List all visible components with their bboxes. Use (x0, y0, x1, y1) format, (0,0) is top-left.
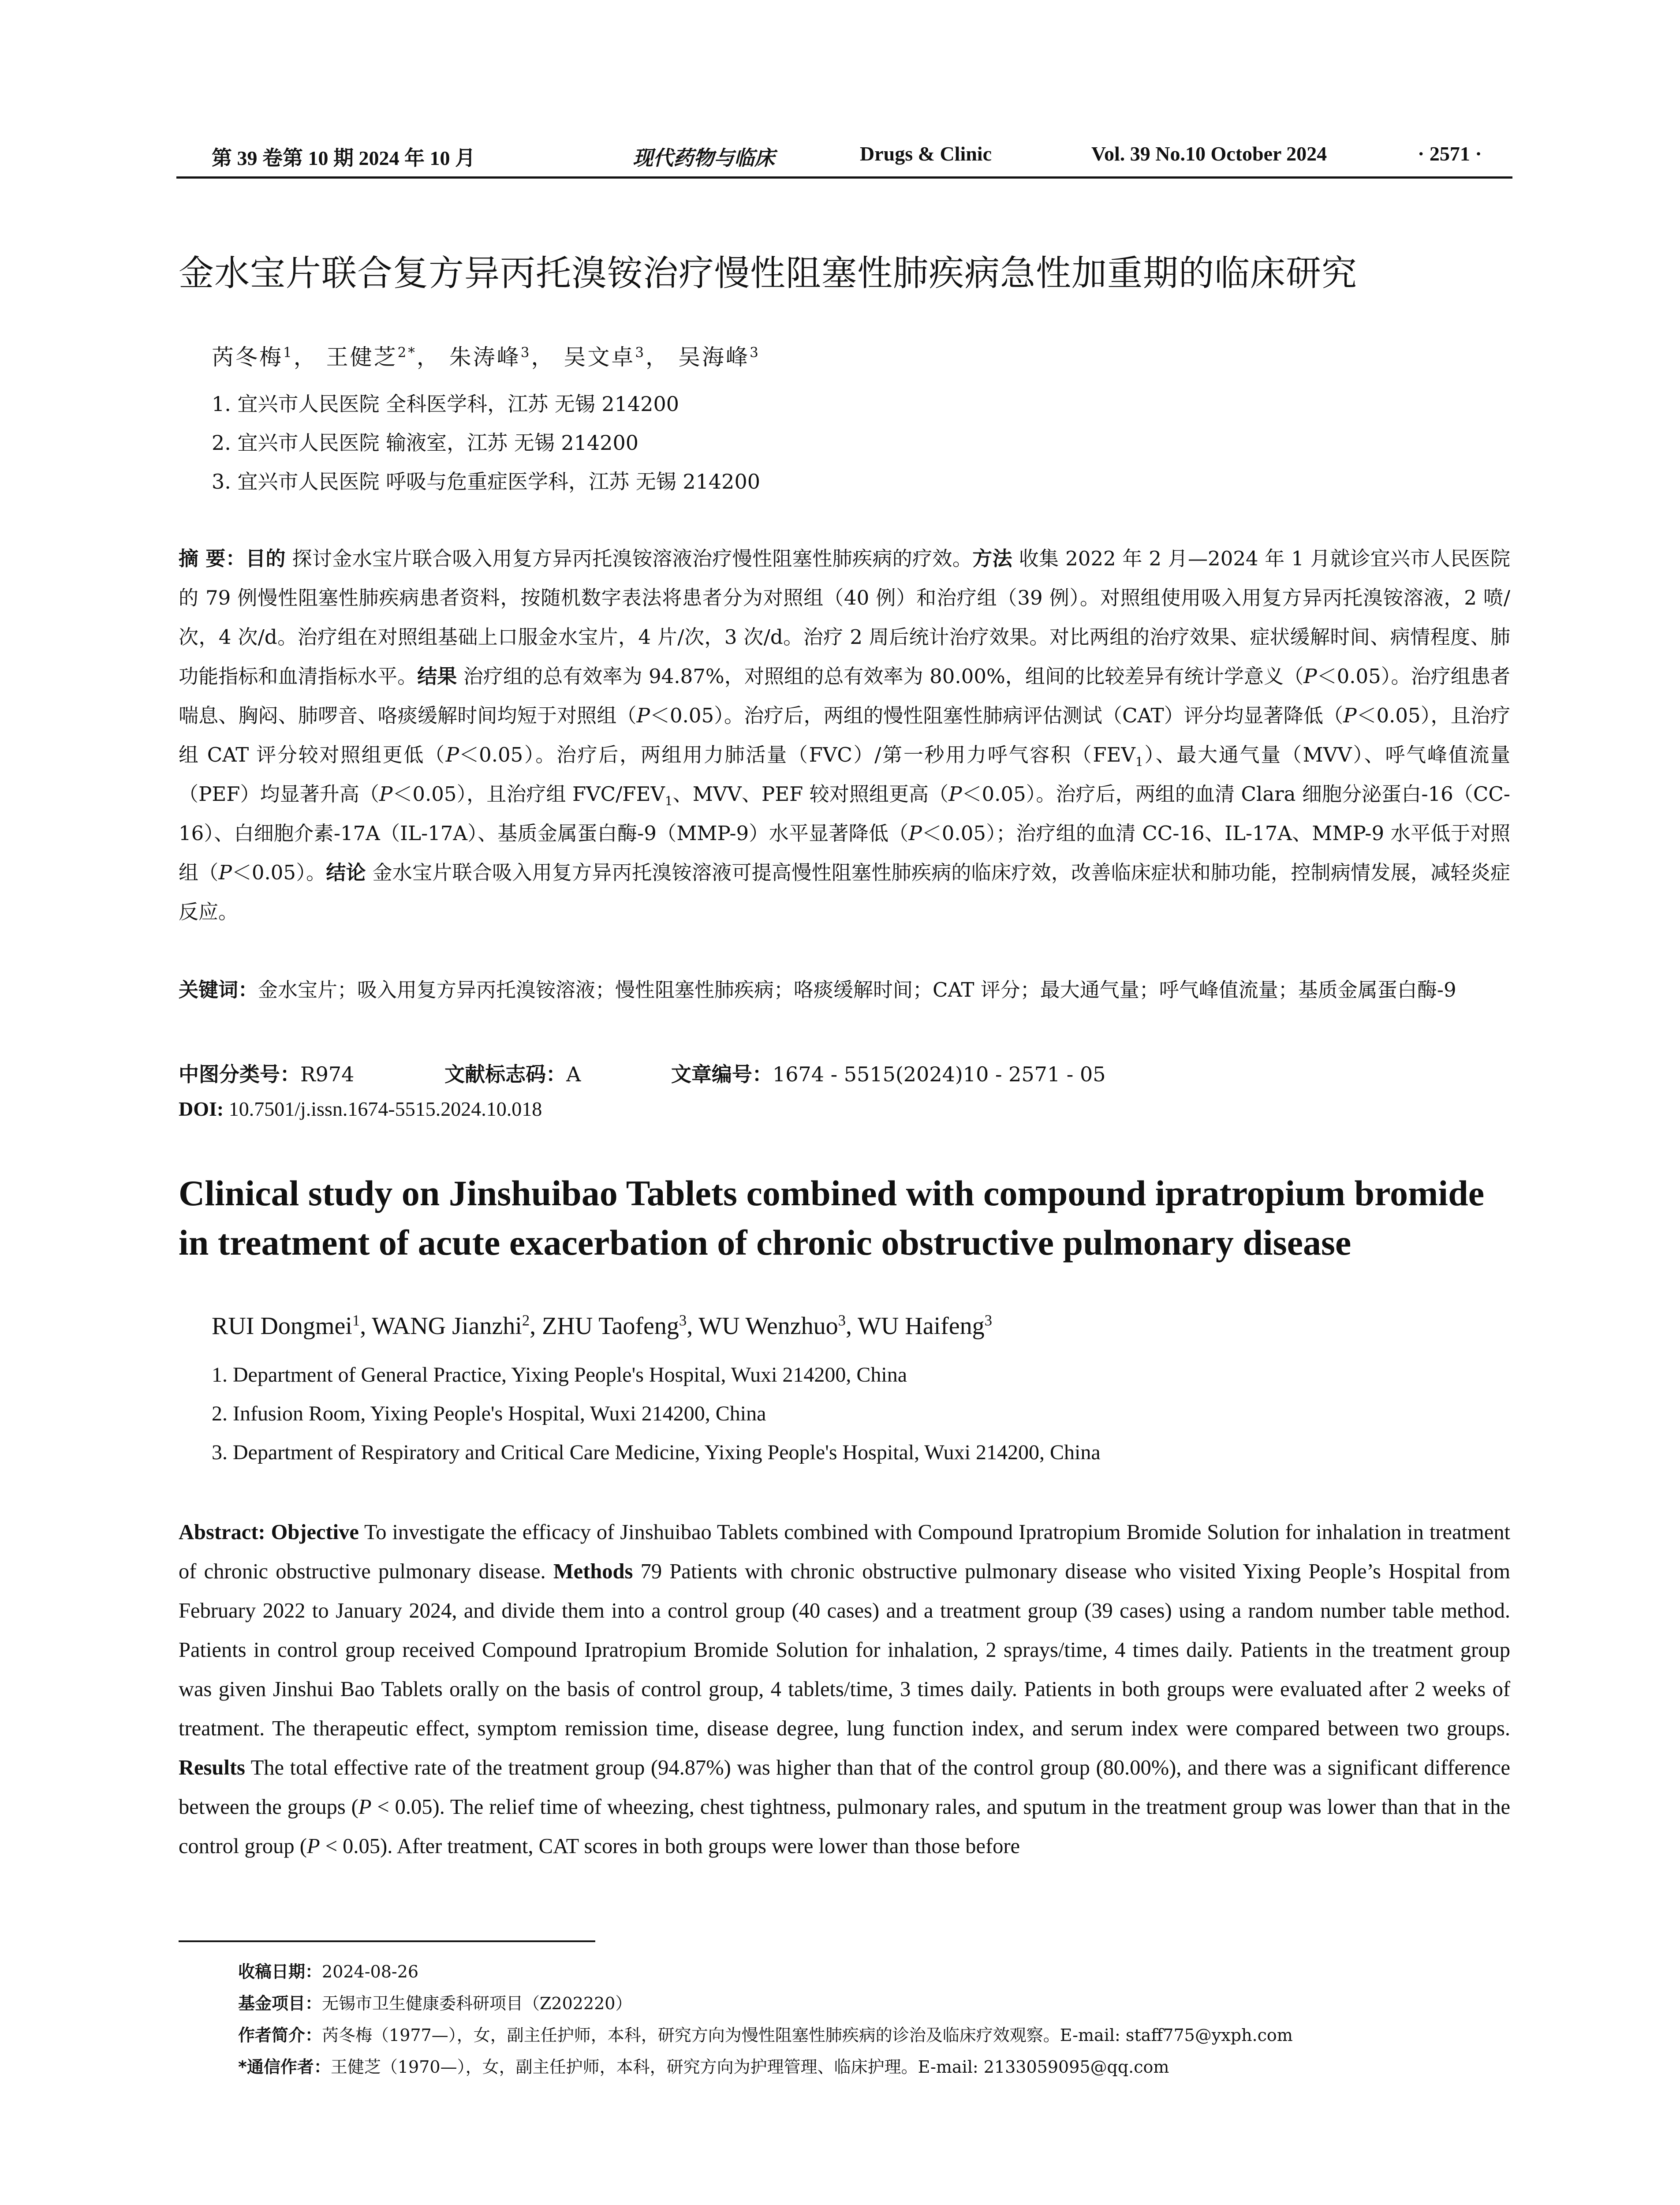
p-symbol: P (948, 782, 962, 806)
header-issue-cn: 第 39 卷第 10 期 2024 年 10 月 (212, 147, 475, 169)
author-sep: ， (416, 344, 441, 370)
p-symbol: P (1343, 704, 1357, 727)
results-text-cn: ）。治疗后，两组用力肺活量（FVC）/第一秒用力呼气容积（FEV (523, 743, 1135, 766)
author-en: WANG Jianzhi (372, 1312, 522, 1340)
objective-label-cn: 目的 (246, 547, 286, 570)
header-journal-cn: 现代药物与临床 (633, 146, 775, 170)
p-value: < 0.05 (320, 1835, 381, 1858)
p-symbol: P (306, 1835, 320, 1858)
results-text-cn: ），且治疗组 FVC/FEV (456, 782, 665, 806)
results-text-en: ). The relief time of wheezing, chest tightness, pulmonary rales, and sputum in the treatment group was lower than that in the control group ( (179, 1795, 1510, 1858)
articleno-value: 1674 - 5515(2024)10 - 2571 - 05 (772, 1062, 1106, 1086)
results-text-cn: ），且治疗组 CAT 评分较对照组更低（ (179, 704, 1510, 766)
title-en: Clinical study on Jinshuibao Tablets combined with compound ipratropium bromide in treatment of acute exacerbation of chronic obstructive pulmonary disease (179, 1173, 1485, 1263)
footnote-corresponding (238, 2053, 1169, 2078)
author-sep: , (530, 1312, 542, 1340)
author-en: ZHU Taofeng (542, 1312, 679, 1340)
affiliation-en-2: 2. Infusion Room, Yixing People's Hospital, Wuxi 214200, China (212, 1402, 766, 1425)
affiliation-cn-3: 3. 宜兴市人民医院 呼吸与危重症医学科，江苏 无锡 214200 (212, 470, 760, 493)
p-value: ＜0.05 (231, 861, 296, 884)
p-symbol: P (636, 704, 650, 727)
objective-text-cn: 探讨金水宝片联合吸入用复方异丙托溴铵溶液治疗慢性阻塞性肺疾病的疗效。 (285, 547, 973, 570)
author-sup: 2 (522, 1312, 530, 1329)
doccode-label: 文献标志码： (444, 1062, 567, 1086)
author-sup: 3 (679, 1312, 687, 1329)
received-label: 收稿日期： (238, 1962, 322, 1981)
subscript: 1 (665, 794, 673, 808)
author-sup: 3 (635, 344, 646, 361)
results-text-en: The total effective rate of the treatment group (94.87%) was higher than that of the control group (80.00%), and there was a significant difference between the groups ( (179, 1756, 1510, 1819)
fund-value: 无锡市卫生健康委科研项目（Z202220） (322, 1994, 632, 2013)
results-text-cn: ）、最大通气量（MVV）、呼气峰值流量（PEF）均显著升高（ (179, 743, 1511, 806)
author-en: WU Wenzhuo (698, 1312, 838, 1340)
corresponding-label: *通信作者： (238, 2057, 331, 2077)
author-en: RUI Dongmei (212, 1312, 352, 1340)
author-bio-value: 芮冬梅（1977—），女，副主任护师，本科，研究方向为慢性阻塞性肺疾病的诊治及临床疗效观察。E-mail: staff775@yxph.com (322, 2026, 1293, 2045)
results-text-cn: ）。 (296, 861, 326, 884)
author-sup: 3 (520, 344, 531, 361)
methods-text-cn: 收集 2022 年 2 月—2024 年 1 月就诊宜兴市人民医院的 79 例慢性阻塞性肺疾病患者资料，按随机数字表法将患者分为对照组（40 例）和治疗组（39 例）。对照组使用吸入用复方异丙托溴铵溶液，2 喷/次，4 次/d。治疗组在对照组基础上口服金水宝片，4 片/次，3 次/d。治疗 2 周后统计治疗效果。对比两组的治疗效果、症状缓解时间、病情程度、肺功能指标和血清指标水平。 (179, 547, 1510, 688)
corresponding-value: 王健芝（1970—），女，副主任护师，本科，研究方向为护理管理、临床护理。E-mail: 2133059095@qq.com (330, 2057, 1169, 2077)
abstract-en-label: Abstract: Objective (179, 1521, 359, 1544)
author-sep: ， (293, 344, 317, 370)
author-sup: 1 (283, 344, 294, 361)
results-text-cn: ）。治疗组患者喘息、胸闷、肺啰音、咯痰缓解时间均短于对照组（ (179, 665, 1510, 727)
results-text-cn: ）。治疗后，两组的血清 Clara 细胞分泌蛋白-16（CC-16）、白细胞介素-17A（IL-17A）、基质金属蛋白酶-9（MMP-9）水平显著降低（ (179, 782, 1511, 845)
abstract-en (179, 1513, 1510, 1866)
methods-label-en: Methods (553, 1560, 633, 1583)
received-value: 2024-08-26 (322, 1962, 419, 1981)
author-sep: ， (531, 344, 555, 370)
header-issue-en: Vol. 39 No.10 October 2024 (1091, 142, 1327, 165)
results-text-en: ). After treatment, CAT scores in both groups were lower than those before (380, 1835, 1020, 1858)
keywords-cn (179, 970, 1510, 1009)
p-value: ＜0.05 (392, 782, 457, 806)
p-value: ＜0.05 (922, 822, 986, 845)
author-sup: 3 (750, 344, 760, 361)
results-label-en: Results (179, 1756, 245, 1779)
classification-line (179, 1058, 1106, 1088)
p-symbol: P (358, 1795, 372, 1819)
keywords-label: 关键词： (179, 978, 258, 1002)
author-sup: 1 (352, 1312, 360, 1329)
authors-en (212, 1312, 992, 1340)
author-bio-label: 作者简介： (238, 2026, 322, 2045)
results-text-cn: ）；治疗组的血清 CC-16、IL-17A、MMP-9 水平低于对照组（ (179, 822, 1510, 884)
p-symbol: P (908, 822, 922, 845)
author-cn: 吴文卓 (564, 344, 635, 370)
clc-value: R974 (300, 1062, 355, 1086)
header-rule (176, 176, 1512, 179)
author-cn: 芮冬梅 (212, 344, 283, 370)
abstract-cn (179, 539, 1510, 931)
keywords-text: 金水宝片；吸入用复方异丙托溴铵溶液；慢性阻塞性肺疾病；咯痰缓解时间；CAT 评分；最大通气量；呼气峰值流量；基质金属蛋白酶-9 (258, 978, 1456, 1002)
doccode-value: A (566, 1062, 581, 1086)
p-value: ＜0.05 (459, 743, 523, 766)
footnote-received (238, 1958, 418, 1982)
author-cn: 朱涛峰 (449, 344, 521, 370)
affiliation-en-1: 1. Department of General Practice, Yixing People's Hospital, Wuxi 214200, China (212, 1363, 907, 1387)
conclusion-label-cn: 结论 (326, 861, 366, 884)
header-page-number: · 2571 · (1418, 142, 1482, 165)
author-sup: 3 (838, 1312, 846, 1329)
doi-line (179, 1097, 542, 1121)
clc-label: 中图分类号： (179, 1062, 300, 1086)
author-sup: 3 (984, 1312, 993, 1329)
abstract-cn-label: 摘 要： (179, 547, 246, 570)
author-sup: 2* (397, 344, 417, 361)
p-value: ＜0.05 (1356, 704, 1421, 727)
conclusion-text-cn: 金水宝片联合吸入用复方异丙托溴铵溶液可提高慢性阻塞性肺疾病的临床疗效，改善临床症状和肺功能，控制病情发展，减轻炎症反应。 (179, 861, 1510, 923)
authors-cn (212, 340, 760, 371)
footnote-rule (179, 1940, 595, 1942)
doi-value: 10.7501/j.issn.1674-5515.2024.10.018 (224, 1098, 542, 1120)
p-value: ＜0.05 (650, 704, 714, 727)
header-journal-en: Drugs & Clinic (860, 142, 992, 165)
fund-label: 基金项目： (238, 1994, 322, 2013)
p-value: ＜0.05 (1317, 665, 1381, 688)
author-cn: 吴海峰 (678, 344, 750, 370)
results-text-cn: ）。治疗后，两组的慢性阻塞性肺病评估测试（CAT）评分均显著降低（ (714, 704, 1344, 727)
results-text-cn: 治疗组的总有效率为 94.87%，对照组的总有效率为 80.00%，组间的比较差异有统计学意义（ (457, 665, 1304, 688)
author-sep: , (360, 1312, 372, 1340)
title-cn: 金水宝片联合复方异丙托溴铵治疗慢性阻塞性肺疾病急性加重期的临床研究 (179, 253, 1357, 294)
p-symbol: P (379, 782, 393, 806)
p-symbol: P (1303, 665, 1317, 688)
results-label-cn: 结果 (417, 665, 457, 688)
results-text-cn: 、MVV、PEF 较对照组更高（ (672, 782, 949, 806)
objective-text-en: To investigate the efficacy of Jinshuibao Tablets combined with Compound Ipratropium Bromide Solution for inhalation in treatment of chronic obstructive pulmonary disease. (179, 1521, 1511, 1583)
footnote-author (238, 2022, 1293, 2046)
author-sep: , (687, 1312, 699, 1340)
methods-label-cn: 方法 (972, 547, 1013, 570)
articleno-label: 文章编号： (671, 1062, 773, 1086)
author-sep: , (846, 1312, 858, 1340)
p-value: ＜0.05 (962, 782, 1026, 806)
author-en: WU Haifeng (858, 1312, 985, 1340)
author-sep: ， (646, 344, 670, 370)
subscript: 1 (1135, 755, 1143, 769)
author-cn: 王健芝 (326, 344, 398, 370)
p-symbol: P (445, 743, 459, 766)
affiliation-en-3: 3. Department of Respiratory and Critical Care Medicine, Yixing People's Hospital, Wuxi 214200, China (212, 1441, 1101, 1464)
doi-label: DOI: (179, 1098, 224, 1120)
affiliation-cn-1: 1. 宜兴市人民医院 全科医学科，江苏 无锡 214200 (212, 392, 679, 416)
footnote-fund (238, 1990, 632, 2014)
p-value: < 0.05 (371, 1795, 433, 1819)
methods-text-en: 79 Patients with chronic obstructive pulmonary disease who visited Yixing People’s Hospital from February 2022 to January 2024, and divide them into a control group (40 cases) and a treatment group (39 cases) using a random number table method. Patients in control group received Compound Ipratropium Bromide Solution for inhalation, 2 sprays/time, 4 times daily. Patients in the treatment group was given Jinshui Bao Tablets orally on the basis of control group, 4 tablets/time, 3 times daily. Patients in both groups were evaluated after 2 weeks of treatment. The therapeutic effect, symptom remission time, disease degree, lung function index, and serum index were compared between two groups. (179, 1560, 1510, 1740)
p-symbol: P (218, 861, 232, 884)
affiliation-cn-2: 2. 宜兴市人民医院 输液室，江苏 无锡 214200 (212, 431, 638, 455)
